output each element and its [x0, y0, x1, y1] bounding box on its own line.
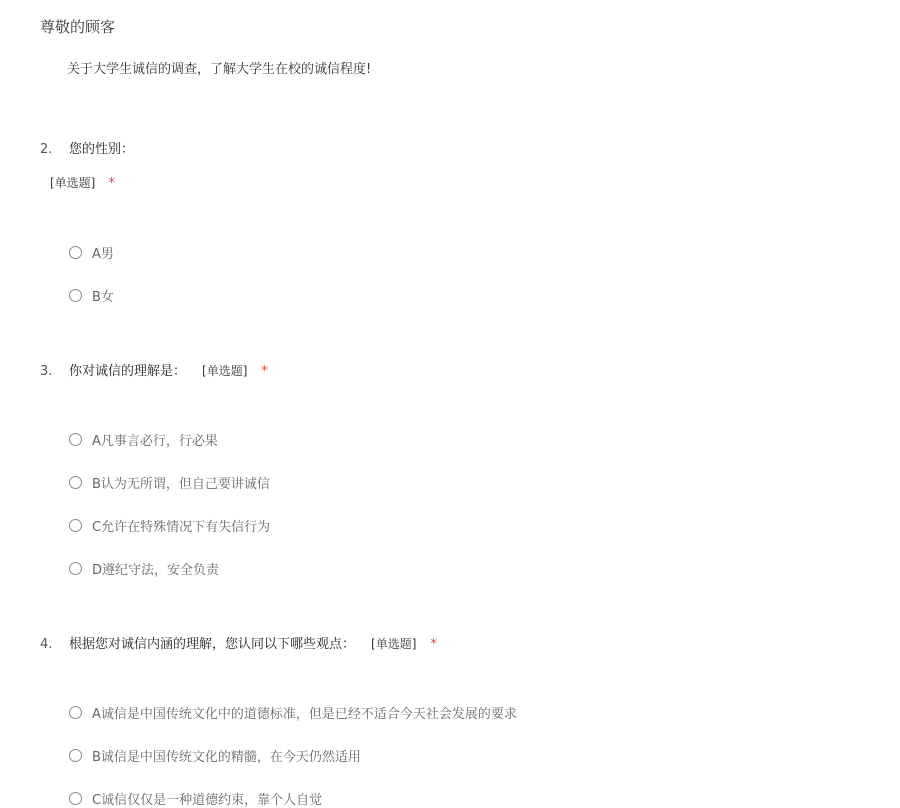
option-q3-a[interactable]	[69, 430, 218, 448]
survey-greeting: 尊敬的顾客	[40, 18, 116, 36]
option-q4-a[interactable]	[69, 703, 517, 721]
option-label: A诚信是中国传统文化中的道德标准，但是已经不适合今天社会发展的要求	[92, 706, 517, 722]
option-q3-b[interactable]	[69, 473, 270, 491]
option-q3-d[interactable]	[69, 559, 219, 577]
option-q2-a[interactable]	[69, 243, 114, 261]
question-number: 2.	[40, 142, 53, 157]
radio-button[interactable]	[69, 562, 82, 575]
option-label: C允许在特殊情况下有失信行为	[92, 519, 271, 535]
question-type: [单选题]	[50, 176, 96, 190]
radio-button[interactable]	[69, 792, 82, 805]
radio-button[interactable]	[69, 289, 82, 302]
question-text: 您的性别：	[69, 142, 135, 157]
option-label: A男	[92, 246, 114, 262]
option-label: B女	[92, 289, 114, 305]
question-2-type-line	[50, 174, 115, 191]
radio-button[interactable]	[69, 519, 82, 532]
option-q3-c[interactable]	[69, 516, 270, 534]
question-text: 根据您对诚信内涵的理解，您认同以下哪些观点：	[69, 637, 356, 652]
required-marker: *	[430, 637, 437, 652]
radio-button[interactable]	[69, 476, 82, 489]
option-label: B诚信是中国传统文化的精髓，在今天仍然适用	[92, 749, 361, 765]
survey-intro: 关于大学生诚信的调查，了解大学生在校的诚信程度!	[67, 62, 372, 77]
question-text: 你对诚信的理解是：	[69, 364, 187, 379]
option-label: B认为无所谓，但自己要讲诚信	[92, 476, 270, 492]
option-label: A凡事言必行，行必果	[92, 433, 218, 449]
radio-button[interactable]	[69, 749, 82, 762]
question-number: 4.	[40, 637, 53, 652]
question-number: 3.	[40, 364, 53, 379]
question-type: [单选题]	[371, 637, 417, 651]
option-q2-b[interactable]	[69, 286, 114, 304]
required-marker: *	[108, 176, 115, 191]
question-4-header	[40, 633, 437, 652]
radio-button[interactable]	[69, 706, 82, 719]
option-label: D遵纪守法，安全负责	[92, 562, 220, 578]
option-q4-c[interactable]	[69, 789, 322, 807]
question-3-header	[40, 360, 268, 379]
option-label: C诚信仅仅是一种道德约束，靠个人自觉	[92, 792, 323, 808]
radio-button[interactable]	[69, 433, 82, 446]
question-type: [单选题]	[202, 364, 248, 378]
question-2-header	[40, 138, 134, 157]
required-marker: *	[261, 364, 268, 379]
option-q4-b[interactable]	[69, 746, 361, 764]
radio-button[interactable]	[69, 246, 82, 259]
